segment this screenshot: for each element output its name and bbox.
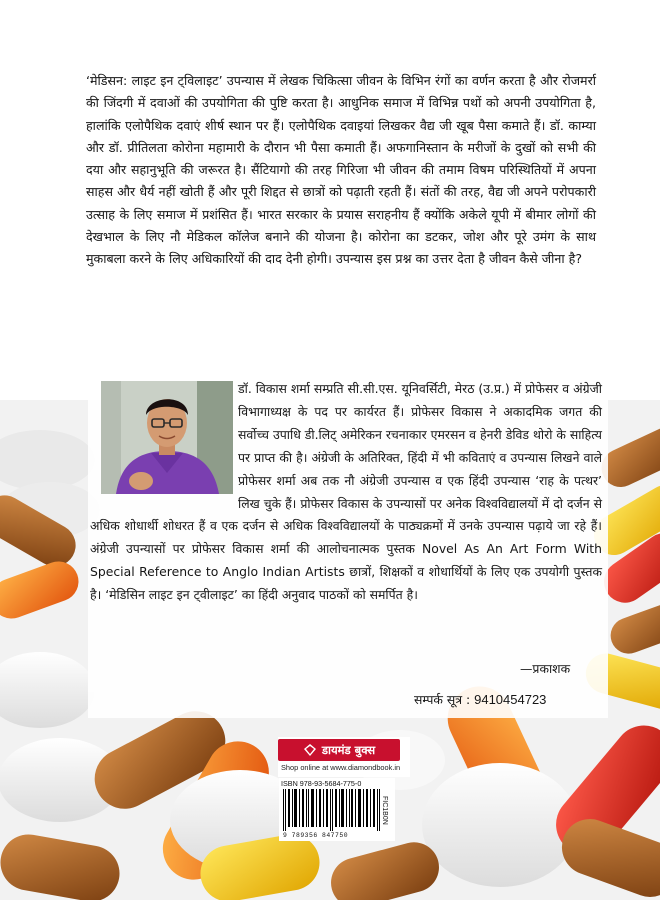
diamond-icon [303,743,317,757]
author-bio-text: डॉ. विकास शर्मा सम्प्रति सी.सी.एस. यूनिवर्सिटी, मेरठ (उ.प्र.) में प्रोफेसर व अंग्रेजी विभागाध्यक्ष के पद पर कार्यरत हैं। प्रोफेसर विकास ने अकादमिक जगत की सर्वोच्च उपाधि डी.लिट् अमेरिकन रचनाकार एमरसन व हेनरी डेविड थोरो के साहित्य पर प्राप्त की है। अंग्रेजी के अतिरिक्त, हिंदी में भी कविताएं व उपन्यास लिखने वाले प्रोफेसर शर्मा अब तक नौ अंग्रेजी उपन्यास व एक हिंदी उपन्यास ‘राह के पत्थर’ लिख चुके हैं। प्रोफेसर विकास के उपन्यासों पर अनेक विश्वविद्यालयों में दो दर्जन से अधिक शोधार्थी शोधरत हैं व एक दर्जन से अधिक विश्वविद्यालयों के पाठ्यक्रमों में उनके उपन्यास पढ़ाये जा रहे हैं। अंग्रेजी उपन्यासों पर प्रोफेसर विकास शर्मा की आलोचनात्मक पुस्तक Novel As An Art Form With Special Reference to Anglo Indian Artists छात्रों, शिक्षकों व शोधार्थियों के लिए एक उपयोगी पुस्तक है। ‘मेडिसिन लाइट इन ट्वीलाइट’ का हिंदी अनुवाद पाठकों को समर्पित है। [90,381,602,603]
synopsis-paragraph: ‘मेडिसन: लाइट इन ट्विलाइट’ उपन्यास में लेखक चिकित्सा जीवन के विभिन रंगों का वर्णन करता है और रोजमर्रा की जिंदगी में दवाओं की उपयोगिता की पुष्टि करता है। आधुनिक समाज में विभिन्न पथों को अपनी उपयोगिता है, हालांकि एलोपैथिक दवाएं शीर्ष स्थान पर हैं। एलोपैथिक दवाइयां लिखकर वैद्य जी खूब पैसा कमाते हैं। डॉ. काम्या और डॉ. प्रीतिलता कोरोना महामारी के दौरान भी पैसा कमाती हैं। अफगानिस्तान के मरीजों के दुखों को सभी की दया और सहानुभूति की जरूरत है। सैंटियागो की तरह गिरिजा भी जीवन की तमाम विषम परिस्थितियों में अपना साहस और धैर्य नहीं खोती हैं और पूरी शिद्दत से छात्रों को पढ़ाती रहती हैं। संतों की तरह, वैद्य जी अपने परोपकारी उत्साह के लिए समाज में प्रशंसित हैं। भारत सरकार के प्रयास सराहनीय हैं क्योंकि अकेले यूपी में बीमार लोगों की देखभाल के लिए नौ मेडिकल कॉलेज बनाने की योजना है। कोरोना का डटकर, जोश और पूरे उमंग के साथ मुकाबला करने के लिए अधिकारियों की दाद देनी होगी। उपन्यास इस प्रश्न का उत्तर देता है जीवन कैसे जीना है? [86,73,596,267]
price-code: FIC1B0N [381,796,388,825]
publisher-logo [278,739,400,761]
contact-label: सम्पर्क सूत्र : [414,692,471,707]
isbn-text: ISBN 978-93-5684-775-0 [281,779,362,788]
contact-line [414,691,546,708]
barcode-image [281,789,385,831]
author-bio [90,378,602,607]
publisher-name: डायमंड बुक्स [321,742,376,757]
shop-online-text: Shop online at www.diamondbook.in [281,763,401,772]
publisher-signature: —प्रकाशक [520,661,571,676]
barcode-digits: 9 789356 847750 [283,832,349,839]
photo-spacer [90,378,238,498]
contact-number: 9410454723 [474,692,547,707]
